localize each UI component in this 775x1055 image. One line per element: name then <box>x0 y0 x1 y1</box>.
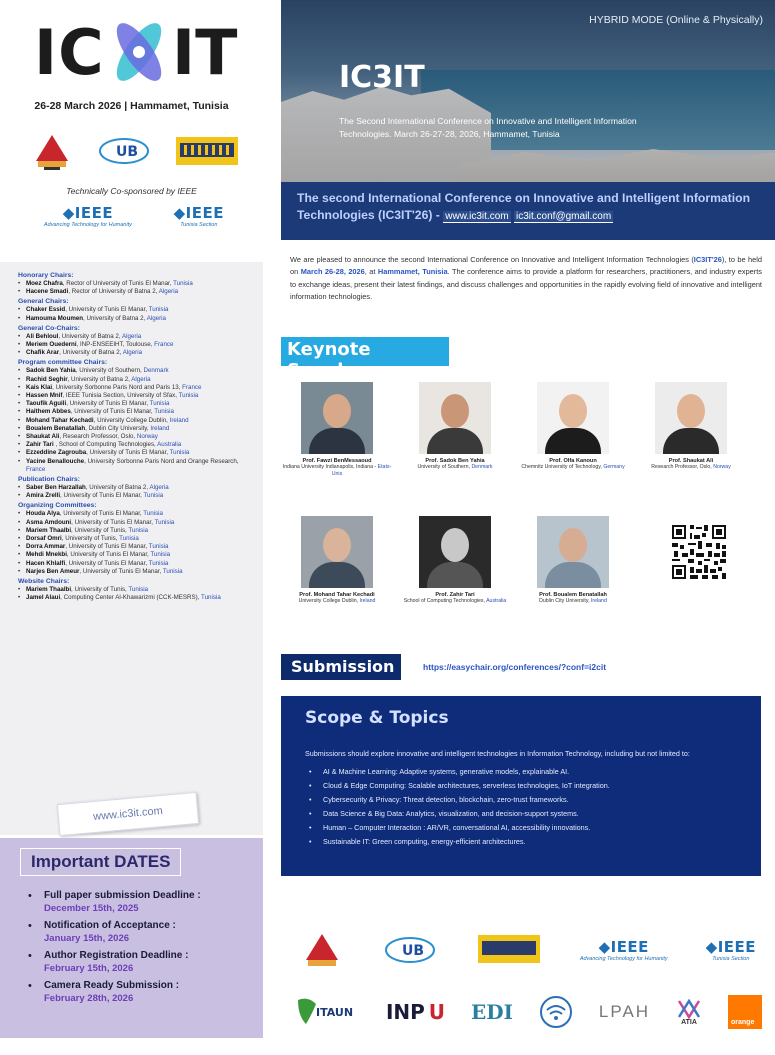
speaker-head-shape <box>323 528 351 562</box>
speaker-head-shape <box>441 394 469 428</box>
speaker-body-shape <box>545 428 601 454</box>
member-affiliation: , University of Batna 2, <box>58 332 121 340</box>
speaker-affiliation-text: Research Professor, Oslo, <box>651 464 712 470</box>
member-name: Rachid Seghir <box>26 375 68 383</box>
member-name: Ezzeddine Zagrouba <box>26 449 87 457</box>
member-name: Hamouma Moumen <box>26 314 84 322</box>
ieee-tunisia-logo-tagline: Tunisia Section <box>712 956 750 962</box>
speaker-body-shape <box>545 562 601 588</box>
member-affiliation: , University of Tunis El Manar, <box>59 510 142 518</box>
member-country: Tunisia <box>162 567 183 575</box>
committee-member <box>18 376 253 384</box>
date-label: • Camera Ready Submission : <box>44 980 180 991</box>
speaker-affiliation <box>518 464 628 471</box>
cosponsor-note: Technically Co-sponsored by IEEE <box>66 186 197 196</box>
intro-text-2: ), to be held on <box>290 255 762 277</box>
committee-section <box>18 272 253 296</box>
speaker-photo <box>301 516 373 588</box>
member-country: Ireland <box>150 424 170 432</box>
member-country: Tunisia <box>148 306 169 314</box>
speaker-body-shape <box>309 428 365 454</box>
committee-section-title: Honorary Chairs: <box>18 272 74 279</box>
intro-dates: March 26-28, 2026 <box>300 267 365 277</box>
member-name: Jamel Alaui <box>26 594 61 602</box>
date-value: January 15th, 2026 <box>44 933 130 944</box>
speaker-photo <box>537 382 609 454</box>
x-logo-icon <box>104 14 174 90</box>
ieee-logo-text: ◆IEEE <box>598 938 649 956</box>
institution-building-logo-icon <box>476 933 542 967</box>
member-name: Narjes Ben Ameur <box>26 567 80 575</box>
member-affiliation: , Dublin City University, <box>85 424 149 432</box>
committee-member <box>18 425 253 433</box>
member-country: Tunisia <box>154 408 174 416</box>
committee-section-title: Website Chairs: <box>18 578 70 586</box>
committee-member <box>18 527 253 535</box>
member-country: Tunisia <box>169 449 190 457</box>
member-name: Mariem Thaalbi <box>26 526 72 534</box>
scope-topic: • AI & Machine Learning: Adaptive systems, generative models, explainable AI. <box>305 765 745 779</box>
member-name: Dorra Ammar <box>26 543 66 551</box>
inp-logo-text: INP <box>385 1000 425 1024</box>
committee-section-title: Publication Chairs: <box>18 476 80 484</box>
date-value: February 28th, 2026 <box>44 993 134 1004</box>
committee-section <box>18 476 253 500</box>
important-dates <box>0 838 263 1038</box>
hero-strip-text <box>297 190 767 225</box>
member-country: Tunisia <box>143 510 163 518</box>
submission-link[interactable]: https://easychair.org/conferences/?conf=i2cit <box>423 662 607 672</box>
university-tunis-logo-icon <box>30 131 74 171</box>
member-affiliation: , University of Tunis El Manar, <box>79 567 162 575</box>
speaker-affiliation <box>282 464 392 478</box>
member-country: Algeria <box>131 375 151 383</box>
member-country: France <box>154 341 174 349</box>
member-country: Tunisia <box>150 551 171 559</box>
logo-area <box>0 0 263 258</box>
speaker-body-shape <box>427 562 483 588</box>
speaker-affiliation-text: University College Dublin, <box>298 598 359 604</box>
speaker-name: Prof. Shaukat Ali <box>668 458 714 464</box>
member-name: Shaukat Ali <box>26 433 60 441</box>
speaker-country: Australia <box>486 598 507 604</box>
committee-member <box>18 349 253 357</box>
member-affiliation: , School of Computing Technologies, <box>53 441 156 449</box>
member-affiliation: , University Sorbonne Paris Nord and Paris 13, <box>52 383 181 391</box>
speaker-affiliation-text: University of Southern, <box>417 464 470 470</box>
member-name: Saber Ben Harzallah <box>26 484 86 492</box>
speaker-affiliation-text: Chemnitz University of Technology, <box>521 464 602 470</box>
member-country: Tunisia <box>178 392 199 400</box>
member-affiliation: , University of Batna 2, <box>67 375 130 383</box>
sponsor-logos <box>281 912 775 1052</box>
date-item <box>20 950 249 974</box>
member-country: Tunisia <box>119 535 139 543</box>
speaker-card <box>282 382 392 478</box>
important-dates-title: Important DATES <box>20 848 181 876</box>
committee-member <box>18 333 253 341</box>
member-name: Hassen Mnif <box>26 392 63 400</box>
committee-member <box>18 315 253 323</box>
member-name: Ali Behloul <box>26 332 59 340</box>
member-country: Algeria <box>158 288 179 296</box>
speaker-name: Prof. Mohand Tahar Kechadi <box>299 592 375 598</box>
member-name: Chafik Arar <box>26 349 60 357</box>
member-country: Denmark <box>143 367 169 375</box>
committee-member <box>18 384 253 392</box>
sponsor-row-2 <box>281 994 775 1030</box>
committee-section <box>18 359 253 474</box>
member-name: Taoufik Aguili <box>26 400 67 408</box>
speaker-country: Norway <box>713 464 731 470</box>
speaker-photo <box>655 382 727 454</box>
member-name: Amira Zrelli <box>26 492 61 500</box>
committee-member <box>18 492 253 500</box>
hybrid-mode-label: HYBRID MODE (Online & Physically) <box>589 14 763 26</box>
member-affiliation: , University of Southern, <box>75 367 142 375</box>
conference-logo <box>34 14 244 90</box>
member-name: Yacine Benallouche <box>26 457 85 465</box>
submission-title: Submission <box>281 654 401 680</box>
member-country: Tunisia <box>149 400 170 408</box>
brand-right: IT <box>172 16 238 89</box>
edi-logo <box>471 1000 513 1024</box>
speaker-photo <box>301 382 373 454</box>
member-affiliation: , Rector of University of Tunis El Manar, <box>62 280 172 287</box>
committee-member <box>18 535 253 543</box>
dates-list <box>20 890 249 1004</box>
committee-section <box>18 578 253 602</box>
member-name: Sadok Ben Yahia <box>26 367 76 375</box>
member-affiliation: , University Sorbonne Paris Nord and Orange Research, <box>84 457 239 465</box>
hero-subtitle: The Second International Conference on Innovative and Intelligent Information Technologies. March 26-27-28, 2026, Hammamet, Tunisia <box>339 116 637 139</box>
orange-logo <box>728 995 762 1029</box>
speaker-country: Ireland <box>359 598 376 604</box>
member-name: Hacene Smadi <box>26 288 69 296</box>
speaker-body-shape <box>309 562 365 588</box>
committee-member <box>18 586 253 594</box>
speaker-body-shape <box>663 428 719 454</box>
speaker-affiliation <box>518 598 628 605</box>
institution-building-logo-icon <box>174 131 240 171</box>
committee-member <box>18 392 253 400</box>
member-country: Tunisia <box>148 543 169 551</box>
svg-text:ITAUN: ITAUN <box>315 1006 354 1019</box>
speaker-name: Prof. Sadok Ben Yahia <box>425 458 485 464</box>
committee-member <box>18 441 253 449</box>
member-affiliation: , Rector of University of Batna 2, <box>68 288 158 296</box>
speaker-affiliation <box>400 464 510 471</box>
committee-member <box>18 433 253 441</box>
member-name: Kais Klai <box>26 383 53 391</box>
edi-logo-text: EDI <box>471 1000 513 1024</box>
keynote-title: Keynote Speakers <box>281 337 449 366</box>
speaker-card <box>400 516 510 605</box>
scope-list <box>305 765 745 849</box>
scope-topic: • Data Science & Big Data: Analytics, visualization, and decision-support systems. <box>305 807 745 821</box>
member-affiliation: , University of Tunis El Manar, <box>86 449 169 457</box>
member-country: Algeria <box>149 484 169 492</box>
member-affiliation: , University of Tunis El Manar, <box>65 543 148 551</box>
scope-topic: • Sustainable IT: Green computing, energy-efficient architectures. <box>305 835 745 849</box>
member-name: Boualem Benatallah <box>26 424 86 432</box>
member-country: Ireland <box>169 416 189 424</box>
committee-member <box>18 367 253 375</box>
brand-left: IC <box>34 16 105 89</box>
committee-member <box>18 543 253 551</box>
partner-logos <box>30 128 240 174</box>
speaker-country: Denmark <box>471 464 493 470</box>
committee-member <box>18 519 253 527</box>
ieee-logo <box>44 204 132 234</box>
member-name: Mehdi Mnekbi <box>26 551 67 559</box>
committee-list <box>0 262 263 835</box>
committee-member <box>18 510 253 518</box>
member-affiliation: , Research Professor, Oslo, <box>59 433 136 441</box>
member-affiliation: , University of Tunis El Manar, <box>60 492 142 500</box>
speaker-country: Germany <box>603 464 625 470</box>
scope-topics <box>281 696 761 876</box>
university-batna-logo-icon <box>96 131 152 171</box>
member-affiliation: , University of Batna 2, <box>83 314 146 322</box>
member-country: France <box>26 465 46 473</box>
committee-section-title: Organizing Committees: <box>18 502 97 510</box>
ieee-logo <box>580 938 668 962</box>
committee-member <box>18 594 253 602</box>
ieee-tunisia-logo <box>174 204 224 234</box>
intro-text-4: . The conference aims to provide a platform for researchers, practitioners, and industry experts to exchange ideas, present their latest findings, and discuss challenges and opportunities in the rapidly evolving field of innovative and intelligent information technologies. <box>290 267 763 302</box>
member-country: Algeria <box>121 332 142 340</box>
member-country: Tunisia <box>143 492 164 500</box>
speaker-country: Ireland <box>590 598 607 604</box>
ieee-logos <box>44 204 224 234</box>
date-label: • Author Registration Deadline : <box>44 950 189 961</box>
member-country: Tunisia <box>173 280 193 287</box>
member-affiliation: , University of Tunis, <box>71 526 127 534</box>
itaun-logo-icon <box>294 994 360 1030</box>
date-label: • Notification of Acceptance : <box>44 920 176 931</box>
speaker-photo <box>419 516 491 588</box>
committee-section <box>18 325 253 358</box>
member-name: Zahir Tari <box>26 441 54 449</box>
website-stamp[interactable]: www.ic3it.com <box>57 792 199 836</box>
member-name: Chaker Essid <box>26 306 66 314</box>
date-value: December 15th, 2025 <box>44 903 139 914</box>
speaker-country: Etats-Unis <box>331 464 392 477</box>
member-name: Dorsaf Omri <box>26 535 62 543</box>
scope-topic: • Cloud & Edge Computing: Scalable architectures, serverless technologies, IoT integration. <box>305 779 745 793</box>
speaker-card <box>400 382 510 471</box>
u-logo-text: U <box>428 1000 446 1024</box>
sponsor-row-1 <box>281 930 775 970</box>
lpah-logo-text: LPAH <box>598 1002 651 1021</box>
svg-text:UB: UB <box>401 943 424 959</box>
atia-logo-text: ATIA <box>681 1018 697 1026</box>
member-affiliation: , University of Tunis, <box>61 535 118 543</box>
intro-acronym: IC3IT'26 <box>693 255 722 264</box>
date-item <box>20 980 249 1004</box>
committee-member <box>18 458 253 474</box>
member-affiliation: , INP-ENSEEIHT, Toulouse, <box>76 341 153 349</box>
speaker-affiliation-text: School of Computing Technologies, <box>403 598 485 604</box>
speaker-name: Prof. Olfa Kanoun <box>549 458 597 464</box>
speaker-head-shape <box>441 528 469 562</box>
member-affiliation: , IEEE Tunisia Section, University of Sfax, <box>62 392 177 400</box>
member-affiliation: , University of Batna 2, <box>59 349 122 357</box>
member-affiliation: , University of Tunis El Manar, <box>71 518 153 526</box>
member-name: Hacen Khlalfi <box>26 559 66 567</box>
member-name: Asma Amdouni <box>26 518 72 526</box>
member-affiliation: , Computing Center Al-Khawarizmi (CCK-MESRS), <box>60 594 200 602</box>
committee-section <box>18 502 253 576</box>
ieee-tunisia-logo-tagline: Tunisia Section <box>180 222 218 228</box>
speaker-head-shape <box>559 394 587 428</box>
email-link[interactable]: ic3it.conf@gmail.com <box>516 211 612 222</box>
member-country: Australia <box>157 441 182 449</box>
committee-member <box>18 400 253 408</box>
member-country: Tunisia <box>154 518 175 526</box>
speaker-card <box>636 382 746 471</box>
scope-intro: Submissions should explore innovative and intelligent technologies in Information Technology, including but not limited to: <box>305 749 690 758</box>
date-item <box>20 920 249 944</box>
committee-member <box>18 484 253 492</box>
member-country: Tunisia <box>201 594 221 602</box>
committee-section-title: General Co-Chairs: <box>18 324 80 332</box>
committee-member <box>18 568 253 576</box>
member-country: Tunisia <box>128 526 149 534</box>
member-affiliation: , University of Tunis El Manar, <box>66 551 149 559</box>
speaker-affiliation-text: Dublin City University, <box>539 598 590 604</box>
member-country: Norway <box>136 433 158 441</box>
hero-title: IC3IT <box>339 60 425 95</box>
member-affiliation: , University of Tunis El Manar, <box>70 408 153 416</box>
committee-section-title: Program committee Chairs: <box>18 359 108 367</box>
ieee-logo-text: ◆IEEE <box>62 204 114 222</box>
speaker-body-shape <box>427 428 483 454</box>
member-affiliation: , University College Dublin, <box>93 416 168 424</box>
university-batna-logo-icon <box>382 930 438 970</box>
hero-banner <box>281 0 775 240</box>
member-affiliation: , University of Batna 2, <box>85 484 149 492</box>
member-country: Algeria <box>146 314 166 322</box>
member-name: Moez Chafra <box>26 280 63 287</box>
wifi-network-logo-icon <box>539 995 573 1029</box>
scope-topic: • Cybersecurity & Privacy: Threat detection, blockchain, zero-trust frameworks. <box>305 793 745 807</box>
speaker-head-shape <box>559 528 587 562</box>
committee-member <box>18 306 253 314</box>
speaker-photo <box>419 382 491 454</box>
committee-member <box>18 288 253 296</box>
member-country: Algeria <box>122 349 143 357</box>
svg-text:UB: UB <box>116 144 139 160</box>
member-country: Tunisia <box>128 586 149 594</box>
speaker-card <box>282 516 392 605</box>
ieee-tunisia-logo <box>706 938 756 962</box>
committee-member <box>18 551 253 559</box>
lpah-logo <box>599 1002 650 1022</box>
speaker-card <box>518 382 628 471</box>
committee-member <box>18 449 253 457</box>
committee-member <box>18 560 253 568</box>
member-country: France <box>182 383 202 391</box>
member-country: Tunisia <box>148 559 169 567</box>
committee-member <box>18 408 253 416</box>
speaker-head-shape <box>323 394 351 428</box>
speaker-affiliation <box>400 598 510 605</box>
conference-date-location: 26-28 March 2026 | Hammamet, Tunisia <box>34 100 229 112</box>
date-label: • Full paper submission Deadline : <box>44 890 201 901</box>
scope-topic: • Human – Computer Interaction : AR/VR, conversational AI, accessibility innovations. <box>305 821 745 835</box>
member-affiliation: , University of Tunis, <box>71 586 127 594</box>
hero-strip-title: The second International Conference on Innovative and Intelligent Information Technologies (IC3IT'26) - <box>297 191 751 222</box>
member-name: Mohand Tahar Kechadi <box>26 416 94 424</box>
member-name: Meriem Ouederni <box>26 341 77 349</box>
speaker-affiliation <box>282 598 392 605</box>
committee-section <box>18 298 253 322</box>
committee-member <box>18 280 253 288</box>
member-affiliation: , University of Tunis El Manar, <box>65 306 148 314</box>
orange-logo-text: orange <box>731 1019 755 1026</box>
member-name: Houda Alya <box>26 510 60 518</box>
speaker-name: Prof. Fawzi BenMessaoud <box>302 458 372 464</box>
committee-member <box>18 417 253 425</box>
member-affiliation: , University of Tunis El Manar, <box>66 400 149 408</box>
intro-text-1: We are pleased to announce the second International Conference on Innovative and Intelligent Information Technologies ( <box>290 255 694 264</box>
date-item <box>20 890 249 914</box>
ieee-logo-tagline: Advancing Technology for Humanity <box>44 222 132 228</box>
website-link[interactable]: www.ic3it.com <box>445 211 509 222</box>
ieee-tunisia-logo-text: ◆IEEE <box>705 938 757 956</box>
committee-member <box>18 341 253 349</box>
member-name: Haithem Abbes <box>26 408 71 416</box>
committee-section-title: General Chairs: <box>18 298 69 306</box>
speaker-name: Prof. Zahir Tari <box>435 592 475 598</box>
hero-title-strip <box>281 182 775 240</box>
intro-text-3: , at <box>364 267 378 277</box>
ieee-logo-tagline: Advancing Technology for Humanity <box>579 956 668 962</box>
intro-paragraph <box>290 254 762 304</box>
ieee-tunisia-logo-text: ◆IEEE <box>173 204 224 222</box>
member-name: Mariem Thaalbi <box>26 586 72 594</box>
speaker-name: Prof. Boualem Benatallah <box>539 592 607 598</box>
speaker-card <box>518 516 628 605</box>
speaker-affiliation <box>636 464 746 471</box>
speaker-affiliation-text: Indiana University Indianapolis, Indiana - <box>282 464 377 470</box>
speaker-photo <box>537 516 609 588</box>
atia-logo <box>676 999 702 1026</box>
scope-title: Scope & Topics <box>305 708 449 728</box>
inp-toulouse-logo <box>386 1000 445 1024</box>
atia-emblem-icon <box>676 999 702 1019</box>
speaker-head-shape <box>677 394 705 428</box>
university-tunis-logo-icon <box>300 930 344 970</box>
date-value: February 15th, 2026 <box>44 963 134 974</box>
member-affiliation: , University of Tunis El Manar, <box>65 559 148 567</box>
qr-code-icon[interactable] <box>670 522 728 582</box>
intro-place: Hammamet, Tunisia <box>377 267 448 277</box>
left-column <box>0 0 263 1055</box>
